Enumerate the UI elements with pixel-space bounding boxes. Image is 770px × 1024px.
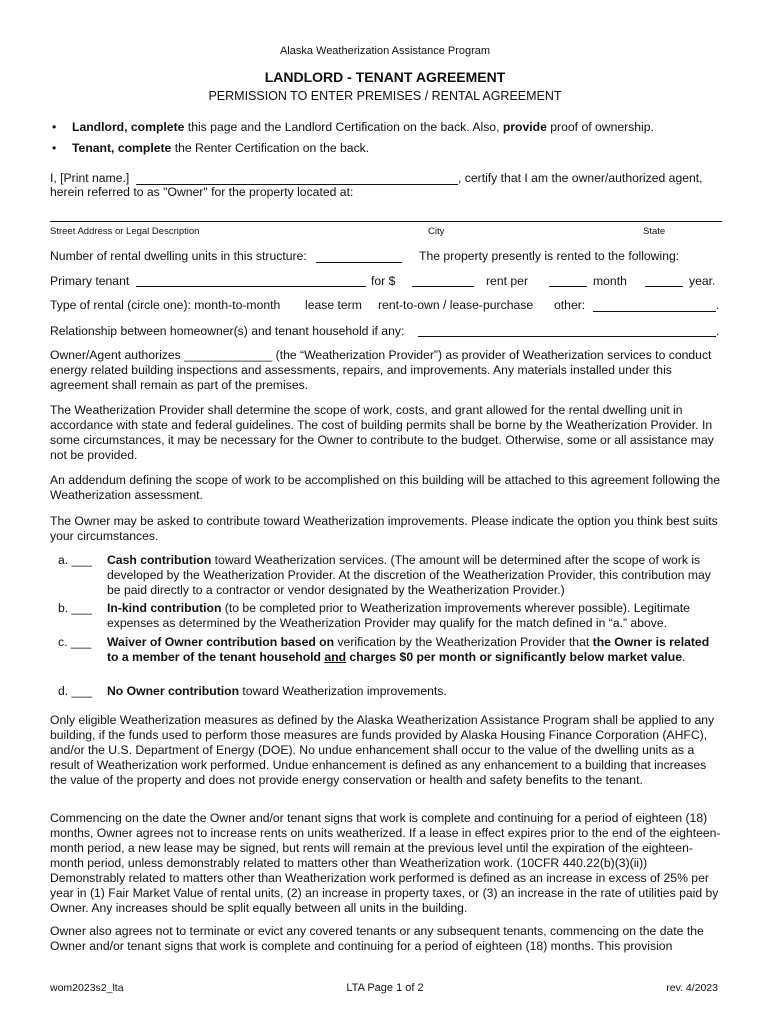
option-b-text: (to be completed prior to Weatherization improvements wherever possible). Legitimate expenses as determined by the Weatherization Provider may qualify for the match defined in “a.” above. [107,601,690,630]
option-c-title: Waiver of Owner contribution based on [107,635,335,649]
commencing-paragraph: Commencing on the date the Owner and/or tenant signs that work is complete and continuing for a period of eighteen (18) months, Owner agrees not to increase rents on units weatherized. If a lease in effect expires prior to the end of the eighteen-month period, a new lease may be signed, but rents will remain at the previous level until the expiration of the eighteen-month period, unless demonstrably related to matters other than Weatherization work. (10CFR 440.22(b)(3)(ii)) Demonstrably related to matters other than Weatherization work performed is defined as an increase in excess of 25% per year in (1) Fair Market Value of rental units, (2) an increase in property taxes, or (3) an increase in the rate of utilities paid by Owner. Any increases should be split equally between all units in the building. [50,811,721,915]
bullet-dot: • [52,141,57,155]
state-label: State [643,226,666,237]
bullet-text: this page and the Landlord Certification on the back. Also, [184,120,503,134]
option-a-title: Cash contribution [107,553,212,567]
option-c-text: verification by the Weatherization Provider that [334,635,593,649]
bullet-bold: Landlord, complete [72,120,185,134]
option-d-text: toward Weatherization improvements. [239,684,447,698]
program-name: Alaska Weatherization Assistance Program [279,45,491,57]
eligible-paragraph: Only eligible Weatherization measures as defined by the Alaska Weatherization Assistance Program shall be applied to any building, if the funds used to perform those measures are funds provided by Alaska Housing Finance Corporation (AHFC), and/or the U.S. Department of Energy (DOE). No undue enhancement shall occur to the value of the dwelling units as a result of Weatherization work performed. Undue enhancement is defined as any enhancement to a building that increases the value of the property and does not provide energy conservation or health and safety benefits to the tenant. [50,713,715,787]
bullet-text: the Renter Certification on the back. [171,141,370,155]
other-field[interactable] [593,311,716,312]
year-label: year. [689,274,716,288]
relationship-end: . [716,324,720,338]
scope-paragraph: The Weatherization Provider shall determine the scope of work, costs, and grant allowed for the rental dwelling unit in accordance with state and federal guidelines. The cost of building permits shall be borne by the Weatherization Provider. In some circumstances, it may be necessary for the Owner to contribute to the budget. Otherwise, some or all assistance may not be provided. [50,403,714,462]
rental-type-label: Type of rental (circle one): month-to-month [50,298,281,312]
option-a-text: toward Weatherization services. (The amount will be determined after the scope of work is developed by the Weatherization Provider. At the discretion of the Weatherization Provider, this contribution may be paid directly to a contractor or vendor designated by the Weatherization Provider.) [107,553,711,597]
owner-cert-suffix: , certify that I am the owner/authorized agent, [458,171,703,185]
rent-to-own-option[interactable]: rent-to-own / lease-purchase [378,298,534,312]
rent-month-field[interactable] [549,286,587,287]
option-c-underline: and [324,650,347,664]
bullet-text-2: proof of ownership. [546,120,654,134]
option-c-bold-2: charges $0 per month or significantly below market value [346,650,682,664]
bullet-bold-2: provide [502,120,547,134]
address-field[interactable] [50,221,722,222]
option-a-checkbox[interactable]: a. ___ [58,553,92,567]
footer-revision: rev. 4/2023 [666,982,718,994]
option-d-checkbox[interactable]: d. ___ [58,684,92,698]
other-end: . [716,298,720,312]
rent-amount-field[interactable] [412,286,474,287]
option-c-end: . [681,650,686,664]
rented-label: The property presently is rented to the following: [419,249,680,263]
authorizes-paragraph: Owner/Agent authorizes _____________ (the “Weatherization Provider”) as provider of Weatherization services to conduct energy related building inspections and assessments, repairs, and improvements. Any materials installed under this agreement shall remain as part of the premises. [50,348,712,392]
primary-tenant-field[interactable] [136,286,366,287]
option-c-bold: the Owner is related to a member of the tenant household [107,635,710,664]
footer-page-number: LTA Page 1 of 2 [346,982,424,994]
lease-term-option[interactable]: lease term [305,298,362,312]
owner-name-label: I, [Print name.] [50,171,130,185]
option-b-title: In-kind contribution [107,601,222,615]
bullet-dot: • [52,120,57,134]
other-label: other: [554,298,586,312]
rent-year-field[interactable] [645,286,683,287]
city-label: City [428,226,445,237]
rent-per-label: rent per [486,274,529,288]
evict-paragraph: Owner also agrees not to terminate or evict any covered tenants or any subsequent tenants, commencing on the date the Owner and/or tenant signs that work is complete and continuing for a period of eighteen (18) months. This provision [50,924,704,953]
document-subtitle: PERMISSION TO ENTER PREMISES / RENTAL AGREEMENT [208,89,562,103]
document-title: LANDLORD - TENANT AGREEMENT [264,69,506,85]
for-label: for $ [371,274,396,288]
option-c-checkbox[interactable]: c. ___ [58,635,92,649]
owner-cert-line2: herein referred to as "Owner" for the property located at: [50,185,354,199]
addendum-paragraph: An addendum defining the scope of work to be accomplished on this building will be attached to this agreement following the Weatherization assessment. [50,473,721,502]
option-b-checkbox[interactable]: b. ___ [58,601,92,615]
month-label: month [593,274,627,288]
contribute-paragraph: The Owner may be asked to contribute toward Weatherization improvements. Please indicate the option you think best suits your circumstances. [50,514,718,543]
option-d-title: No Owner contribution [107,684,240,698]
primary-tenant-label: Primary tenant [50,274,130,288]
relationship-label: Relationship between homeowner(s) and tenant household if any: [50,324,405,338]
bullet-bold: Tenant, complete [72,141,172,155]
footer-form-id: wom2023s2_lta [50,982,124,994]
relationship-field[interactable] [418,336,716,337]
units-field[interactable] [316,262,402,263]
street-label: Street Address or Legal Description [50,226,200,237]
units-label: Number of rental dwelling units in this structure: [50,249,307,263]
